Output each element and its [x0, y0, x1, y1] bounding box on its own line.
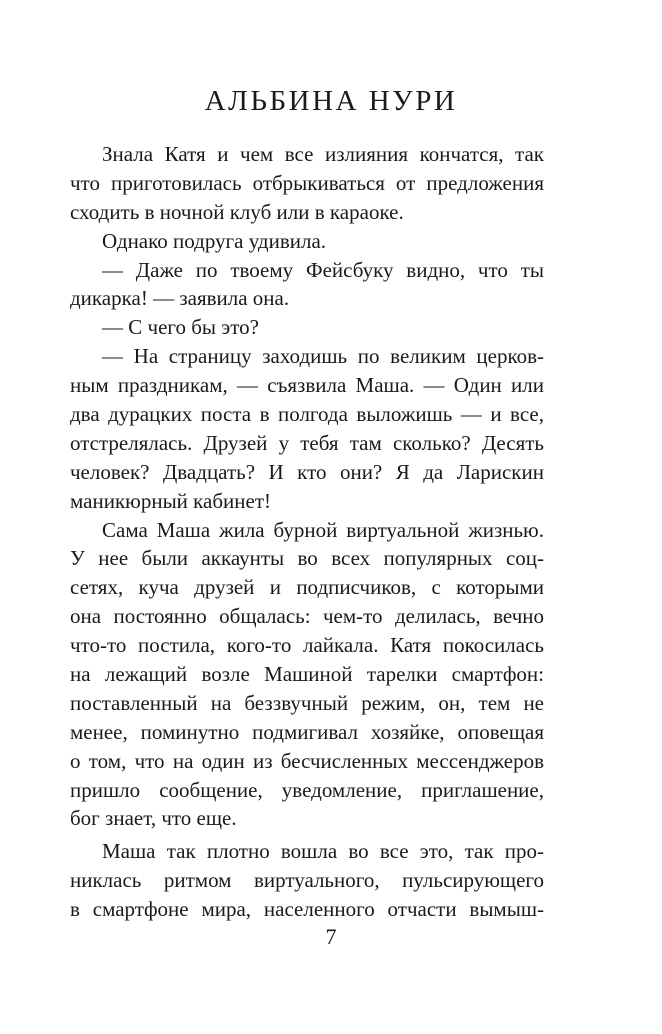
paragraph	[70, 256, 544, 314]
text-line: дикарка! — заявила она.	[70, 286, 290, 311]
text-line: Сама Маша жила бурной виртуальной жизнью.	[102, 517, 544, 542]
paragraph	[70, 140, 544, 227]
text-line: ным праздникам, — съязвила Маша. — Один или	[70, 373, 544, 398]
body-text	[70, 140, 544, 924]
text-line: человек? Двадцать? И кто они? Я да Ларискин	[70, 459, 544, 484]
text-line: бог знает, что еще.	[70, 806, 237, 831]
text-line: на лежащий возле Машиной тарелки смартфон:	[70, 662, 544, 687]
text-line: — На страницу заходишь по великим церков-	[102, 344, 544, 369]
text-line: Маша так плотно вошла во все это, так про-	[102, 839, 544, 864]
text-line: Знала Катя и чем все излияния кончатся, так	[102, 142, 544, 166]
text-line: менее, поминутно подмигивал хозяйке, оповещая	[70, 719, 544, 744]
text-line: что-то постила, кого-то лайкала. Катя покосилась	[70, 633, 544, 658]
text-line: сходить в ночной клуб или в караоке.	[70, 199, 404, 224]
text-line: в смартфоне мира, населенного отчасти вымыш-	[70, 897, 544, 922]
page-number: 7	[325, 924, 337, 949]
paragraph	[70, 837, 544, 924]
paragraph	[70, 313, 544, 342]
text-line: пришло сообщение, уведомление, приглашение,	[70, 777, 544, 802]
text-line: У нее были аккаунты во всех популярных соц-	[70, 546, 544, 571]
text-line: что приготовилась отбрыкиваться от предложения	[70, 170, 544, 195]
paragraph	[70, 227, 544, 256]
text-line: маникюрный кабинет!	[70, 488, 272, 513]
running-head: АЛЬБИНА НУРИ	[204, 85, 458, 117]
text-line: — Даже по твоему Фейсбуку видно, что ты	[102, 257, 544, 282]
text-line: никлась ритмом виртуального, пульсирующего	[70, 868, 544, 893]
text-line: сетях, куча друзей и подписчиков, с которыми	[70, 575, 544, 600]
paragraph	[70, 516, 544, 834]
text-line: — С чего бы это?	[102, 315, 260, 340]
text-line: два дурацких поста в полгода выложишь — и все,	[70, 402, 544, 427]
text-line: поставленный на беззвучный режим, он, тем не	[70, 690, 544, 715]
text-line: Однако подруга удивила.	[102, 228, 327, 253]
text-line: она постоянно общалась: чем-то делилась, вечно	[70, 604, 544, 629]
text-line: о том, что на один из бесчисленных мессенджеров	[70, 748, 544, 773]
paragraph	[70, 342, 544, 515]
text-line: отстрелялась. Друзей у тебя там сколько? Десять	[70, 430, 544, 455]
